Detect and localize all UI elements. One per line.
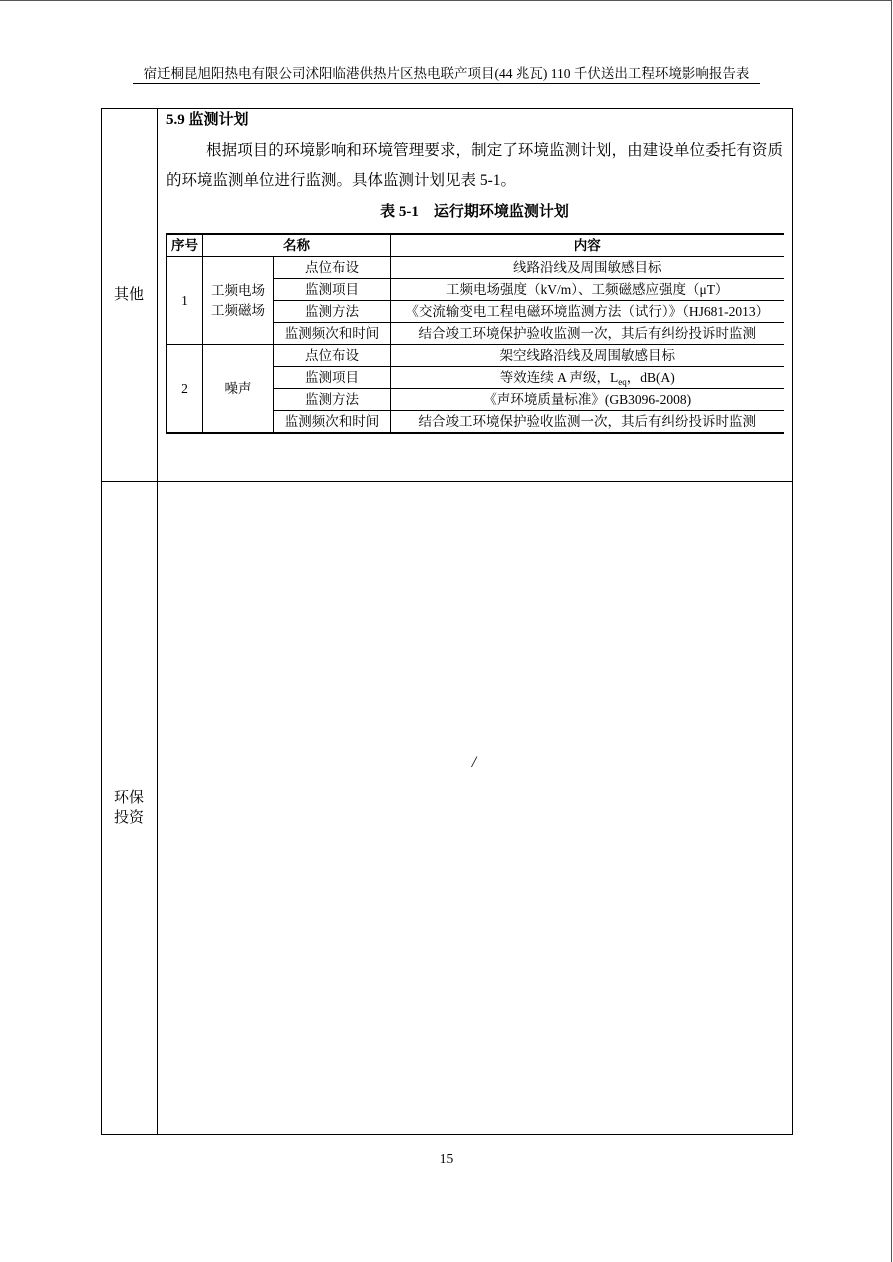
row-label-line: 其他 (113, 286, 144, 303)
content-subscript: eq (618, 377, 627, 387)
item-name: 点位布设 (274, 345, 391, 367)
item-content: 架空线路沿线及周围敏感目标 (391, 345, 784, 367)
group-no: 2 (167, 345, 203, 434)
group-name (203, 257, 274, 345)
item-content: 结合竣工环境保护验收监测一次，其后有纠纷投诉时监测 (391, 323, 784, 345)
header-content: 内容 (391, 234, 784, 257)
document-header-title: 宿迁桐昆旭阳热电有限公司沭阳临港供热片区热电联产项目(44 兆瓦) 110 千伏送出工程环境影响报告表 (133, 64, 760, 84)
group-name (203, 345, 274, 434)
row-label-line: 环保 (113, 790, 144, 806)
row-label-env-investment (101, 481, 157, 1135)
monitoring-plan-table (166, 233, 784, 434)
form-column-divider (157, 108, 158, 1135)
item-content: 《交流输变电工程电磁环境监测方法（试行）》（HJ681-2013） (391, 301, 784, 323)
table-row (167, 345, 784, 367)
group-name-line: 噪声 (224, 380, 252, 396)
table-header-row (167, 234, 784, 257)
env-investment-content: / (471, 754, 477, 771)
group-name-line: 工频电场 (211, 282, 265, 298)
section-heading: 5.9 监测计划 (166, 112, 249, 128)
item-name: 点位布设 (274, 257, 391, 279)
item-name: 监测频次和时间 (274, 323, 391, 345)
item-content (391, 367, 784, 389)
form-row-divider (101, 481, 793, 482)
header-no: 序号 (167, 234, 203, 257)
item-content: 《声环境质量标准》(GB3096-2008) (391, 389, 784, 411)
table-row (167, 257, 784, 279)
item-name: 监测项目 (274, 367, 391, 389)
item-content: 结合竣工环境保护验收监测一次，其后有纠纷投诉时监测 (391, 411, 784, 434)
row-label-line: 投资 (113, 810, 144, 826)
header-name: 名称 (203, 234, 391, 257)
page-number: 15 (439, 1151, 454, 1166)
item-content: 线路沿线及周围敏感目标 (391, 257, 784, 279)
item-name: 监测方法 (274, 389, 391, 411)
section-paragraph: 根据项目的环境影响和环境管理要求，制定了环境监测计划，由建设单位委托有资质的环境监测单位进行监测。具体监测计划见表 5-1。 (166, 142, 783, 189)
item-name: 监测方法 (274, 301, 391, 323)
item-name: 监测频次和时间 (274, 411, 391, 434)
content-text: ，dB(A) (626, 370, 675, 385)
row-label-other (101, 108, 157, 481)
table-caption: 表 5-1 运行期环境监测计划 (380, 204, 569, 220)
item-name: 监测项目 (274, 279, 391, 301)
group-name-line: 工频磁场 (211, 302, 265, 318)
item-content: 工频电场强度（kV/m）、工频磁感应强度（μT） (391, 279, 784, 301)
content-text: 等效连续 A 声级，L (499, 370, 619, 385)
group-no: 1 (167, 257, 203, 345)
